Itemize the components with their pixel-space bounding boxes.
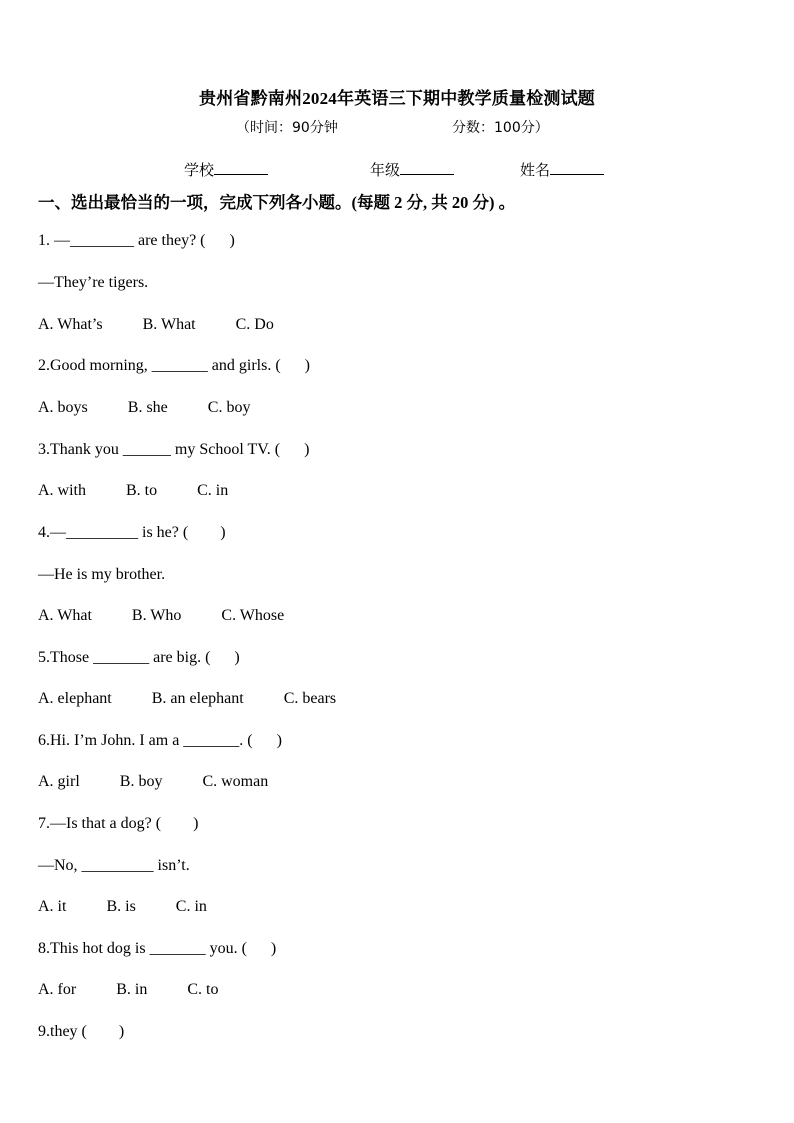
question-6-options: A. girl B. boy C. woman: [38, 773, 269, 790]
question-1: 1. —________ are they? ( ): [38, 232, 235, 249]
question-2: 2.Good morning, _______ and girls. ( ): [38, 357, 310, 374]
exam-score: 分数：100分）: [452, 120, 549, 136]
section-1-heading: 一、选出最恰当的一项，完成下列各小题。(每题 2 分, 共 20 分) 。: [38, 193, 516, 212]
question-1-answer-line: —They’re tigers.: [38, 274, 149, 291]
grade-label: 年级: [370, 163, 401, 179]
school-label: 学校: [184, 163, 215, 179]
grade-field: [370, 159, 454, 180]
question-8-options: A. for B. in C. to: [38, 981, 219, 998]
question-2-options: A. boys B. she C. boy: [38, 399, 251, 416]
question-1-options: A. What’s B. What C. Do: [38, 316, 274, 333]
question-3-options: A. with B. to C. in: [38, 482, 229, 499]
question-9: 9.they ( ): [38, 1023, 125, 1040]
question-7-options: A. it B. is C. in: [38, 898, 207, 915]
question-3: 3.Thank you ______ my School TV. ( ): [38, 441, 310, 458]
question-4: 4.—_________ is he? ( ): [38, 524, 226, 541]
question-4-answer-line: —He is my brother.: [38, 566, 166, 583]
question-5: 5.Those _______ are big. ( ): [38, 649, 240, 666]
question-7: 7.—Is that a dog? ( ): [38, 815, 199, 832]
grade-blank[interactable]: [400, 160, 454, 175]
question-6: 6.Hi. I’m John. I am a _______. ( ): [38, 732, 282, 749]
name-field: [520, 159, 604, 180]
question-7-answer-line: —No, _________ isn’t.: [38, 857, 190, 874]
school-field: [184, 159, 268, 180]
name-blank[interactable]: [550, 160, 604, 175]
exam-title: 贵州省黔南州2024年英语三下期中教学质量检测试题: [199, 89, 595, 108]
question-4-options: A. What B. Who C. Whose: [38, 607, 285, 624]
question-5-options: A. elephant B. an elephant C. bears: [38, 690, 337, 707]
name-label: 姓名: [520, 163, 551, 179]
exam-time: （时间：90分钟: [236, 120, 338, 136]
question-8: 8.This hot dog is _______ you. ( ): [38, 940, 277, 957]
school-blank[interactable]: [214, 160, 268, 175]
